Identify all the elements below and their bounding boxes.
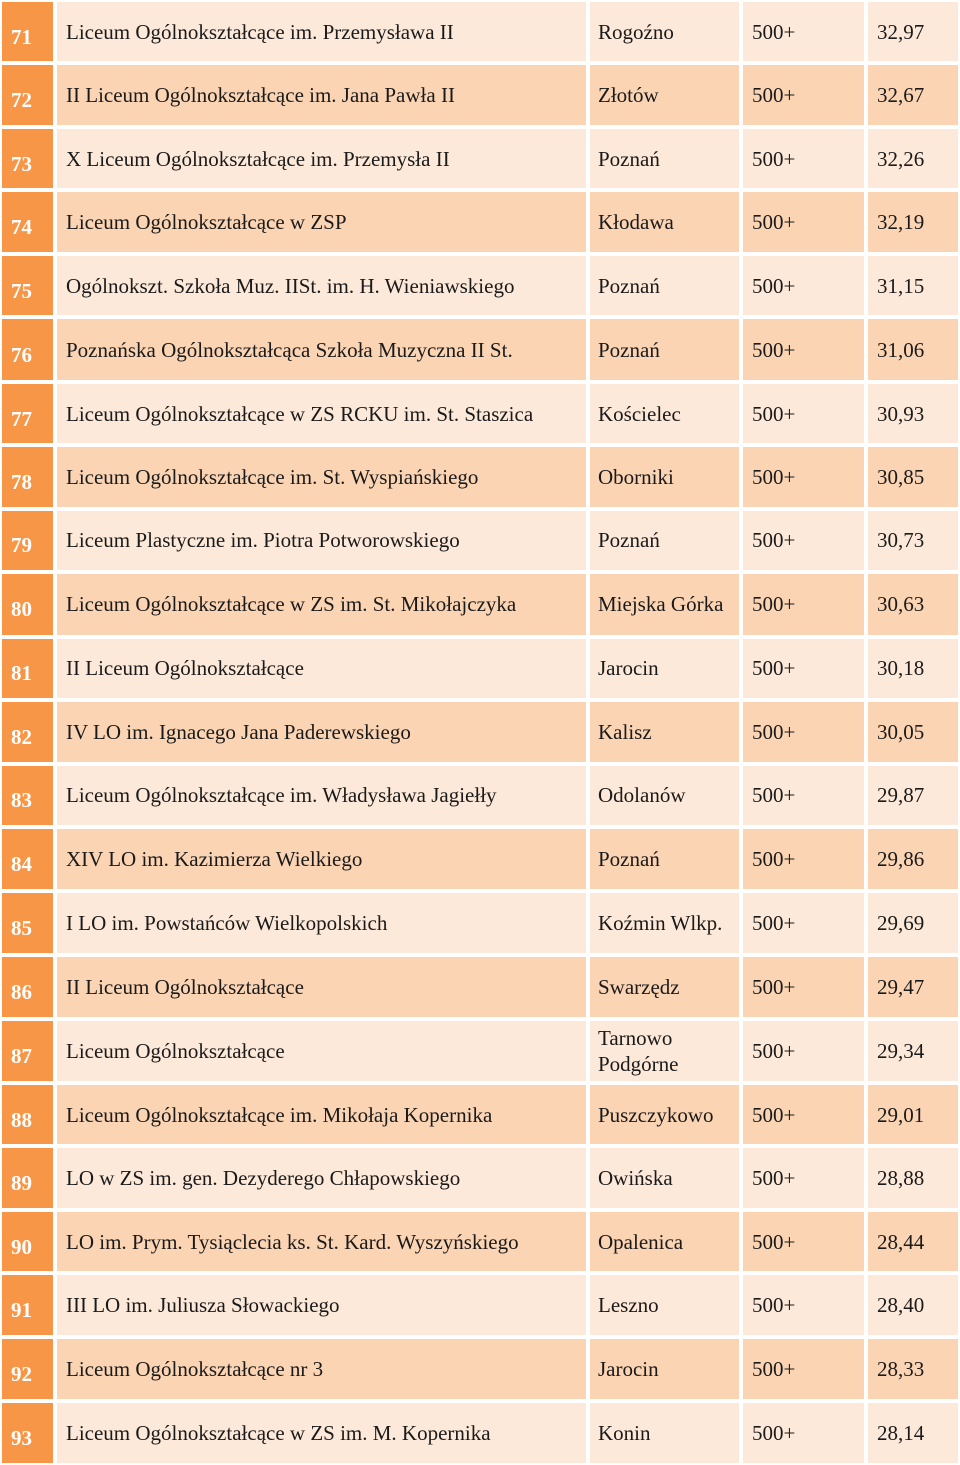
city-cell: Swarzędz — [588, 955, 741, 1018]
score-cell: 31,06 — [866, 317, 960, 381]
rank-cell: 75 — [0, 254, 55, 317]
table-row — [0, 317, 960, 381]
school-name-cell: II Liceum Ogólnokształcące — [55, 955, 588, 1018]
table-row — [0, 190, 960, 253]
city-cell: Konin — [588, 1401, 741, 1465]
school-name-cell: Liceum Ogólnokształcące nr 3 — [55, 1337, 588, 1401]
rank-cell: 85 — [0, 891, 55, 955]
score-cell: 29,86 — [866, 827, 960, 890]
school-name-cell: Liceum Ogólnokształcące im. St. Wyspiańskiego — [55, 445, 588, 508]
city-cell: Puszczykowo — [588, 1083, 741, 1146]
school-size-cell: 500+ — [741, 1210, 866, 1273]
table-row — [0, 700, 960, 763]
school-name-cell: Liceum Ogólnokształcące w ZS RCKU im. St. Staszica — [55, 382, 588, 445]
school-size-cell: 500+ — [741, 1337, 866, 1401]
table-row — [0, 572, 960, 636]
city-cell: Kłodawa — [588, 190, 741, 253]
school-size-cell: 500+ — [741, 254, 866, 317]
city-cell: Poznań — [588, 254, 741, 317]
school-size-cell: 500+ — [741, 317, 866, 381]
table-row — [0, 637, 960, 700]
school-name-cell: IV LO im. Ignacego Jana Paderewskiego — [55, 700, 588, 763]
score-cell: 30,05 — [866, 700, 960, 763]
school-name-cell: I LO im. Powstańców Wielkopolskich — [55, 891, 588, 955]
score-cell: 29,01 — [866, 1083, 960, 1146]
school-name-cell: Liceum Ogólnokształcące w ZSP — [55, 190, 588, 253]
rank-cell: 90 — [0, 1210, 55, 1273]
city-cell: Jarocin — [588, 1337, 741, 1401]
rank-cell: 87 — [0, 1019, 55, 1083]
rank-cell: 93 — [0, 1401, 55, 1465]
school-name-cell: Ogólnokszt. Szkoła Muz. IISt. im. H. Wieniawskiego — [55, 254, 588, 317]
school-size-cell: 500+ — [741, 0, 866, 63]
city-cell: Owińska — [588, 1146, 741, 1209]
school-name-cell: Poznańska Ogólnokształcąca Szkoła Muzyczna II St. — [55, 317, 588, 381]
school-size-cell: 500+ — [741, 572, 866, 636]
city-cell: Poznań — [588, 827, 741, 890]
city-cell: Jarocin — [588, 637, 741, 700]
score-cell: 32,26 — [866, 127, 960, 190]
rank-cell: 84 — [0, 827, 55, 890]
city-cell: Opalenica — [588, 1210, 741, 1273]
table-row — [0, 445, 960, 508]
rank-cell: 73 — [0, 127, 55, 190]
school-name-cell: II Liceum Ogólnokształcące — [55, 637, 588, 700]
score-cell: 30,85 — [866, 445, 960, 508]
table-row — [0, 1273, 960, 1336]
city-cell: Tarnowo Podgórne — [588, 1019, 741, 1083]
rank-cell: 71 — [0, 0, 55, 63]
rank-cell: 82 — [0, 700, 55, 763]
table-row — [0, 1210, 960, 1273]
rank-cell: 72 — [0, 63, 55, 126]
score-cell: 29,47 — [866, 955, 960, 1018]
school-name-cell: LO im. Prym. Tysiąclecia ks. St. Kard. Wyszyńskiego — [55, 1210, 588, 1273]
table-row — [0, 0, 960, 63]
score-cell: 32,97 — [866, 0, 960, 63]
school-name-cell: XIV LO im. Kazimierza Wielkiego — [55, 827, 588, 890]
score-cell: 28,88 — [866, 1146, 960, 1209]
score-cell: 32,67 — [866, 63, 960, 126]
school-name-cell: II Liceum Ogólnokształcące im. Jana Pawła II — [55, 63, 588, 126]
table-row — [0, 63, 960, 126]
city-cell: Rogoźno — [588, 0, 741, 63]
score-cell: 29,34 — [866, 1019, 960, 1083]
city-cell: Kalisz — [588, 700, 741, 763]
score-cell: 30,93 — [866, 382, 960, 445]
table-row — [0, 827, 960, 890]
score-cell: 30,18 — [866, 637, 960, 700]
school-name-cell: Liceum Ogólnokształcące w ZS im. St. Mikołajczyka — [55, 572, 588, 636]
table-row — [0, 955, 960, 1018]
school-size-cell: 500+ — [741, 190, 866, 253]
school-name-cell: Liceum Ogólnokształcące im. Przemysława II — [55, 0, 588, 63]
score-cell: 32,19 — [866, 190, 960, 253]
table-row — [0, 1337, 960, 1401]
rank-cell: 77 — [0, 382, 55, 445]
score-cell: 28,14 — [866, 1401, 960, 1465]
rank-cell: 81 — [0, 637, 55, 700]
city-cell: Kościelec — [588, 382, 741, 445]
school-name-cell: X Liceum Ogólnokształcące im. Przemysła II — [55, 127, 588, 190]
school-size-cell: 500+ — [741, 827, 866, 890]
school-size-cell: 500+ — [741, 1146, 866, 1209]
table-row — [0, 509, 960, 572]
school-size-cell: 500+ — [741, 1401, 866, 1465]
school-size-cell: 500+ — [741, 1273, 866, 1336]
school-name-cell: Liceum Ogólnokształcące im. Mikołaja Kopernika — [55, 1083, 588, 1146]
school-size-cell: 500+ — [741, 764, 866, 827]
school-size-cell: 500+ — [741, 63, 866, 126]
school-size-cell: 500+ — [741, 700, 866, 763]
rank-cell: 74 — [0, 190, 55, 253]
score-cell: 28,33 — [866, 1337, 960, 1401]
school-name-cell: Liceum Ogólnokształcące w ZS im. M. Kopernika — [55, 1401, 588, 1465]
score-cell: 30,63 — [866, 572, 960, 636]
rank-cell: 88 — [0, 1083, 55, 1146]
city-cell: Poznań — [588, 509, 741, 572]
city-cell: Oborniki — [588, 445, 741, 508]
school-name-cell: III LO im. Juliusza Słowackiego — [55, 1273, 588, 1336]
city-cell: Leszno — [588, 1273, 741, 1336]
school-size-cell: 500+ — [741, 955, 866, 1018]
rank-cell: 91 — [0, 1273, 55, 1336]
school-size-cell: 500+ — [741, 891, 866, 955]
score-cell: 31,15 — [866, 254, 960, 317]
city-cell: Miejska Górka — [588, 572, 741, 636]
school-size-cell: 500+ — [741, 637, 866, 700]
table-row — [0, 1019, 960, 1083]
table-row — [0, 382, 960, 445]
city-cell: Poznań — [588, 127, 741, 190]
city-cell: Złotów — [588, 63, 741, 126]
rank-cell: 76 — [0, 317, 55, 381]
school-size-cell: 500+ — [741, 445, 866, 508]
rank-cell: 92 — [0, 1337, 55, 1401]
school-name-cell: LO w ZS im. gen. Dezyderego Chłapowskiego — [55, 1146, 588, 1209]
city-cell: Poznań — [588, 317, 741, 381]
table-row — [0, 1401, 960, 1465]
school-size-cell: 500+ — [741, 1083, 866, 1146]
rank-cell: 89 — [0, 1146, 55, 1209]
table-row — [0, 891, 960, 955]
school-size-cell: 500+ — [741, 1019, 866, 1083]
school-size-cell: 500+ — [741, 382, 866, 445]
city-cell: Koźmin Wlkp. — [588, 891, 741, 955]
school-size-cell: 500+ — [741, 509, 866, 572]
school-name-cell: Liceum Ogólnokształcące im. Władysława Jagiełły — [55, 764, 588, 827]
table-row — [0, 764, 960, 827]
school-size-cell: 500+ — [741, 127, 866, 190]
school-name-cell: Liceum Ogólnokształcące — [55, 1019, 588, 1083]
score-cell: 29,69 — [866, 891, 960, 955]
rank-cell: 83 — [0, 764, 55, 827]
rank-cell: 80 — [0, 572, 55, 636]
table-row — [0, 1083, 960, 1146]
rank-cell: 78 — [0, 445, 55, 508]
rank-cell: 79 — [0, 509, 55, 572]
school-name-cell: Liceum Plastyczne im. Piotra Potworowskiego — [55, 509, 588, 572]
table-row — [0, 1146, 960, 1209]
city-cell: Odolanów — [588, 764, 741, 827]
rank-cell: 86 — [0, 955, 55, 1018]
score-cell: 28,40 — [866, 1273, 960, 1336]
score-cell: 28,44 — [866, 1210, 960, 1273]
score-cell: 30,73 — [866, 509, 960, 572]
table-row — [0, 127, 960, 190]
table-row — [0, 254, 960, 317]
score-cell: 29,87 — [866, 764, 960, 827]
